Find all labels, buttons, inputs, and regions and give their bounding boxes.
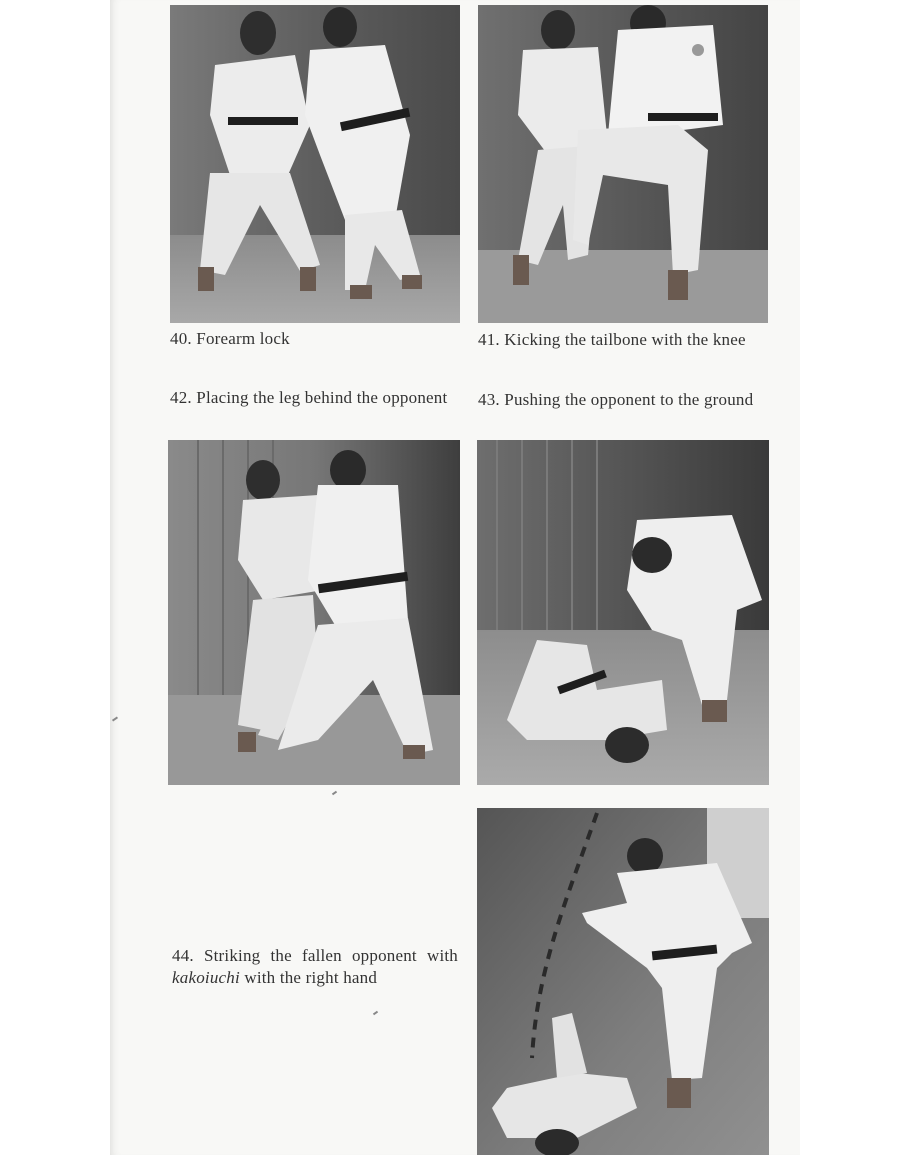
photo-41-image	[478, 5, 768, 323]
book-page	[110, 0, 800, 1155]
photo-42-leg-behind	[168, 440, 460, 785]
photo-43-image	[477, 440, 769, 785]
photo-44-kakoiuchi-strike	[477, 808, 769, 1155]
caption-40: 40. Forearm lock	[170, 329, 290, 348]
caption-44-text-start: 44. Striking the fallen opponent with	[172, 946, 458, 965]
caption-44-text-end: with the right hand	[239, 968, 378, 987]
photo-41-knee-kick	[478, 5, 768, 323]
scan-speck	[373, 1011, 378, 1016]
caption-43: 43. Pushing the opponent to the ground	[478, 390, 754, 409]
photo-43-push-to-ground	[477, 440, 769, 785]
photo-44-image	[477, 808, 769, 1155]
photo-40-forearm-lock	[170, 5, 460, 323]
caption-42: 42. Placing the leg behind the opponent	[170, 388, 448, 407]
photo-40-image	[170, 5, 460, 323]
caption-44	[172, 945, 458, 989]
photo-42-image	[168, 440, 460, 785]
caption-44-italic-term: kakoiuchi	[172, 968, 240, 987]
scan-speck	[332, 791, 337, 796]
caption-41: 41. Kicking the tailbone with the knee	[478, 330, 746, 349]
